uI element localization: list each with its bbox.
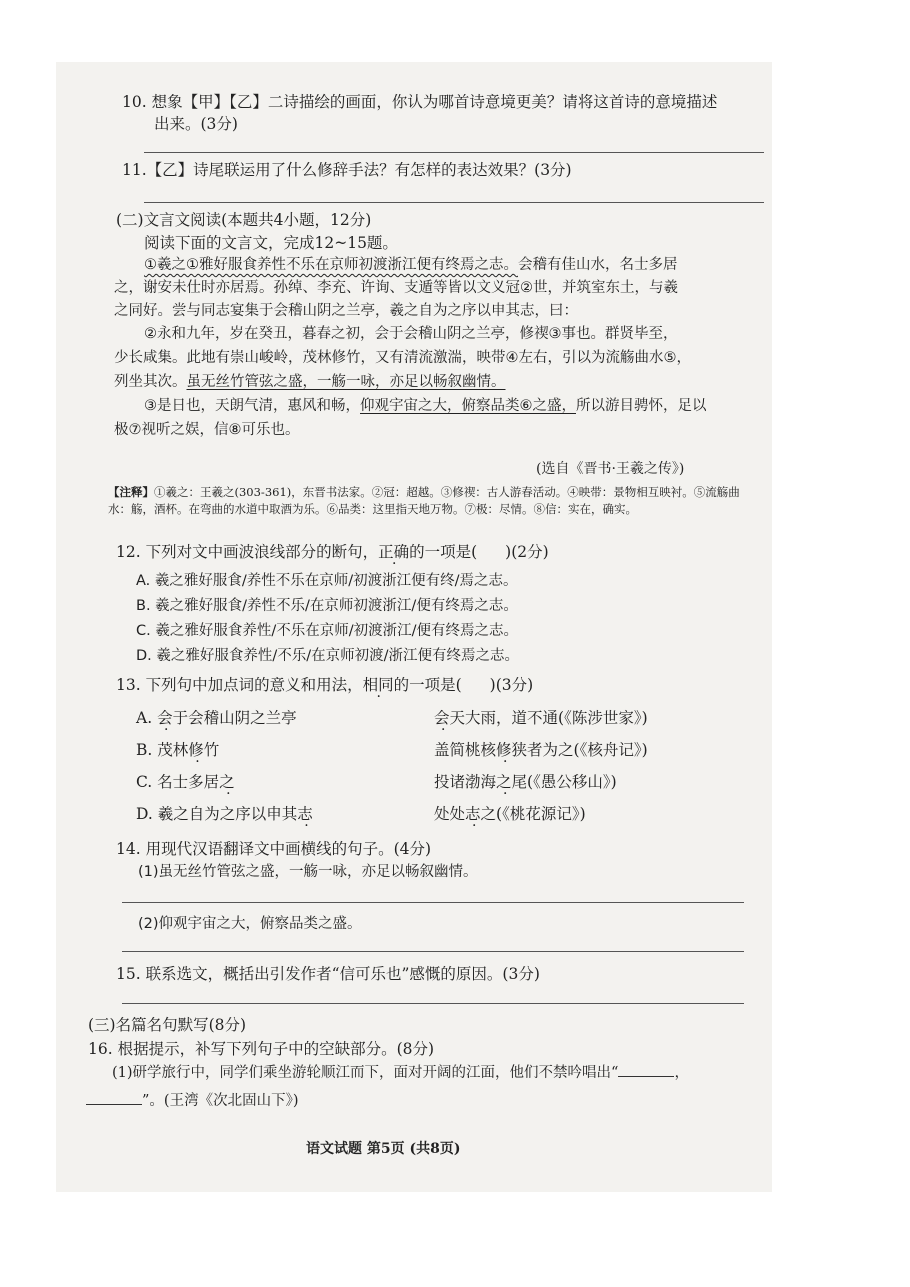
passage-p1-line1: ①羲之①雅好服食养性不乐在京师初渡浙江便有终焉之志。会稽有佳山水，名士多居 xyxy=(144,257,678,273)
note-label: 【注释】 xyxy=(108,485,154,499)
exam-page xyxy=(56,62,772,1192)
wavy-underlined-sentence: ①羲之①雅好服食养性不乐在京师初渡浙江便有终焉之志。 xyxy=(144,257,518,273)
q14-sentence-2: (2)仰观宇宙之大，俯察品类之盛。 xyxy=(138,916,362,932)
q16-line2: ”。(王湾《次北固山下》) xyxy=(86,1092,298,1111)
q16-line1: (1)研学旅行中，同学们乘坐游轮顺江而下，面对开阔的江面，他们不禁吟唱出“ ， xyxy=(112,1065,689,1081)
emphasis-dotted: 正确 xyxy=(378,543,410,561)
q14-sentence-1: (1)虽无丝竹管弦之盛，一觞一咏，亦足以畅叙幽情。 xyxy=(138,864,478,880)
q13-stem: 13. 下列句中加点词的意义和用法，相同的一项是( )(3分) xyxy=(116,676,534,694)
q13-option-c-right: 投诸渤海之尾(《愚公移山》) xyxy=(434,773,617,791)
q13-option-b-right: 盖简桃核修狭者为之(《核舟记》) xyxy=(434,741,648,759)
answer-line xyxy=(122,951,744,952)
passage-p2-line3: 列坐其次。虽无丝竹管弦之盛，一觞一咏，亦足以畅叙幽情。 xyxy=(114,374,506,390)
answer-line xyxy=(122,902,744,903)
passage-p2-line2: 少长咸集。此地有崇山峻岭，茂林修竹，又有清流激湍，映带④左右，引以为流觞曲水⑤， xyxy=(114,350,691,366)
answer-line xyxy=(144,152,764,153)
passage-p1-line3: 之同好。尝与同志宴集于会稽山阴之兰亭，羲之自为之序以申其志，曰： xyxy=(114,303,578,319)
section2-heading: (二)文言文阅读(本题共4小题，12分) xyxy=(116,211,372,229)
q13-option-c-left: C. 名士多居之 xyxy=(136,773,235,791)
q13-option-d-right: 处处志之(《桃花源记》) xyxy=(434,805,586,823)
fill-blank-2[interactable] xyxy=(86,1104,142,1105)
passage-source: (选自《晋书·王羲之传》) xyxy=(536,461,685,477)
q16-stem: 16. 根据提示，补写下列句子中的空缺部分。(8分) xyxy=(88,1040,435,1058)
q13-option-d-left: D. 羲之自为之序以申其志 xyxy=(136,805,313,823)
q12-stem: 12. 下列对文中画波浪线部分的断句，正确的一项是( )(2分) xyxy=(116,543,549,561)
underlined-sentence-2: 仰观宇宙之大，俯察品类⑥之盛， xyxy=(360,398,576,414)
answer-line xyxy=(122,1003,744,1004)
q14-stem: 14. 用现代汉语翻译文中画横线的句子。(4分) xyxy=(116,840,432,858)
q12-option-b: B. 羲之雅好服食/养性不乐/在京师初渡浙江/便有终焉之志。 xyxy=(136,598,518,614)
passage-p3-line1: ③是日也，天朗气清，惠风和畅，仰观宇宙之大，俯察品类⑥之盛，所以游目骋怀，足以 xyxy=(144,398,707,414)
passage-p3-line2: 极⑦视听之娱，信⑧可乐也。 xyxy=(114,422,300,438)
q13-option-b-left: B. 茂林修竹 xyxy=(136,741,220,759)
passage-p1-line2: 之，谢安未仕时亦居焉。孙绰、李充、许询、支遁等皆以文义冠②世，并筑室东土，与羲 xyxy=(114,280,678,296)
section3-heading: (三)名篇名句默写(8分) xyxy=(88,1016,247,1034)
section2-instruction: 阅读下面的文言文，完成12~15题。 xyxy=(144,234,398,252)
passage-p2-line1: ②永和九年，岁在癸丑，暮春之初，会于会稽山阴之兰亭，修禊③事也。群贤毕至， xyxy=(144,326,678,342)
note-text: ①羲之：王羲之(303-361)，东晋书法家。②冠：超越。③修禊：古人游春活动。④映带：景物相互映衬。⑤流觞曲水：觞，酒杯。在弯曲的水道中取酒为乐。⑥品类：这里指天地万物。⑦极：尽情。⑧信：实在，确实。 xyxy=(108,485,740,516)
underlined-sentence-1: 虽无丝竹管弦之盛，一觞一咏，亦足以畅叙幽情。 xyxy=(186,374,506,390)
q15-stem: 15. 联系选文，概括出引发作者“信可乐也”感慨的原因。(3分) xyxy=(116,965,540,983)
q10-line2: 出来。(3分) xyxy=(154,115,238,133)
q10-line1: 10. 想象【甲】【乙】二诗描绘的画面，你认为哪首诗意境更美？请将这首诗的意境描述 xyxy=(122,93,718,111)
q12-option-c: C. 羲之雅好服食养性/不乐在京师/初渡浙江/便有终焉之志。 xyxy=(136,623,518,639)
emphasis-dotted: 相同 xyxy=(362,676,394,694)
answer-line xyxy=(144,202,764,203)
q12-option-d: D. 羲之雅好服食养性/不乐/在京师初渡/浙江便有终焉之志。 xyxy=(136,648,520,664)
fill-blank-1[interactable] xyxy=(618,1076,674,1077)
page-footer: 语文试题 第5页 (共8页) xyxy=(306,1141,461,1157)
q11-stem: 11.【乙】诗尾联运用了什么修辞手法？有怎样的表达效果？(3分) xyxy=(122,161,572,179)
q12-option-a: A. 羲之雅好服食/养性不乐在京师/初渡浙江便有终/焉之志。 xyxy=(136,573,518,589)
annotations xyxy=(108,484,758,517)
q13-option-a-right: 会天大雨，道不通(《陈涉世家》) xyxy=(434,709,648,727)
q13-option-a-left: A. 会于会稽山阴之兰亭 xyxy=(136,709,297,727)
